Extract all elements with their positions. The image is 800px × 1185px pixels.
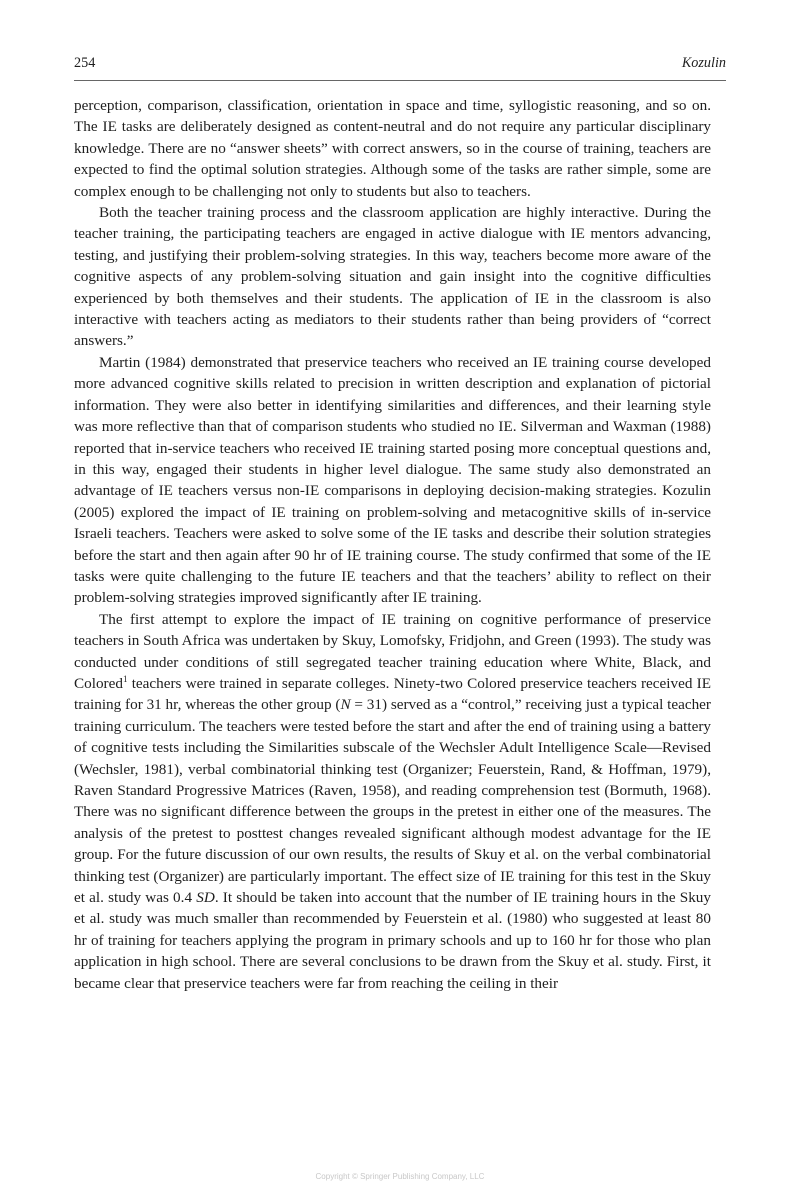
- paragraph-text: = 31) served as a “control,” receiving just a typical teacher training curriculum. The teachers were tested before the start and after the end of training using a battery of cognitive tests including the Similarities subscale of the Wechsler Adult Intelligence Scale—Revised (Wechsler, 1981), verbal combinatorial thinking test (Organizer; Feuerstein, Rand, & Hoffman, 1979), Raven Standard Progressive Matrices (Raven, 1958), and reading comprehension test (Bormuth, 1968). There was no significant difference between the groups in the pretest in either one of the measures. The analysis of the pretest to posttest changes revealed significant although modest advantage for the IE group. For the future discussion of our own results, the results of Skuy et al. on the verbal combinatorial thinking test (Organizer) are particularly important. The effect size of IE training for this test in the Skuy et al. study was 0.4: [74, 696, 711, 907]
- header-rule: [74, 80, 726, 81]
- paragraph: Both the teacher training process and the classroom application are highly interactive. During the teacher training, the participating teachers are engaged in active dialogue with IE mentors advancing, testing, and justifying their problem-solving strategies. In this way, teachers become more aware of the cognitive aspects of any problem-solving situation and gain insight into the cognitive difficulties experienced by both themselves and their students. The application of IE in the classroom is also interactive with teachers acting as mediators to their students rather than being providers of “correct answers.”: [74, 204, 711, 350]
- running-head: [74, 55, 726, 75]
- paragraph: perception, comparison, classification, orientation in space and time, syllogistic reasoning, and so on. The IE tasks are deliberately designed as content-neutral and do not require any particular disciplinary knowledge. There are no “answer sheets” with correct answers, so in the course of training, teachers are expected to find the optimal solution strategies. Although some of the tasks are rather simple, some are complex enough to be challenging not only to students but also to teachers.: [74, 97, 711, 200]
- running-head-author: Kozulin: [681, 55, 726, 71]
- paragraph-text: teachers were trained in separate colleges. Ninety-two Colored preservice teachers received IE training for 31 hr, whereas the other group (: [74, 674, 711, 714]
- paragraph-text: . It should be taken into account that the number of IE training hours in the Skuy et al. study was much smaller than recommended by Feuerstein et al. (1980) who suggested at least 80 hr of training for teachers applying the program in primary schools and up to 160 hr for those who plan application in high school. There are several conclusions to be drawn from the Skuy et al. study. First, it became clear that preservice teachers were far from reaching the ceiling in their: [74, 889, 711, 992]
- body-text: [74, 95, 711, 994]
- page-number: 254: [74, 55, 96, 71]
- copyright-footer: Copyright © Springer Publishing Company, LLC: [315, 1172, 485, 1181]
- paragraph: Martin (1984) demonstrated that preservice teachers who received an IE training course developed more advanced cognitive skills related to precision in written description and explanation of pictorial information. They were also better in identifying similarities and differences, and their learning style was more reflective than that of comparison students who studied no IE. Silverman and Waxman (1988) reported that in-service teachers who received IE training started posing more conceptual questions and, in this way, engaged their students in higher level dialogue. The same study also demonstrated an advantage of IE teachers versus non-IE comparisons in deploying decision-making strategies. Kozulin (2005) explored the impact of IE training on problem-solving and metacognitive skills of in-service Israeli teachers. Teachers were asked to solve some of the IE tasks and describe their solution strategies before the start and then again after 90 hr of IE training course. The study confirmed that some of the IE tasks were quite challenging to the future IE teachers and that the teachers’ ability to reflect on their problem-solving strategies improved significantly after IE training.: [74, 353, 711, 607]
- paragraph-text: The first attempt to explore the impact of IE training on cognitive performance of preservice teachers in South Africa was undertaken by Skuy, Lomofsky, Fridjohn, and Green (1993). The study was conducted under conditions of still segregated teacher training education where White, Black, and Colored: [74, 610, 711, 692]
- paragraph: [74, 609, 711, 994]
- italic-symbol-n: N: [340, 696, 351, 714]
- italic-symbol-sd: SD: [196, 889, 215, 907]
- footnote-marker: 1: [122, 673, 128, 684]
